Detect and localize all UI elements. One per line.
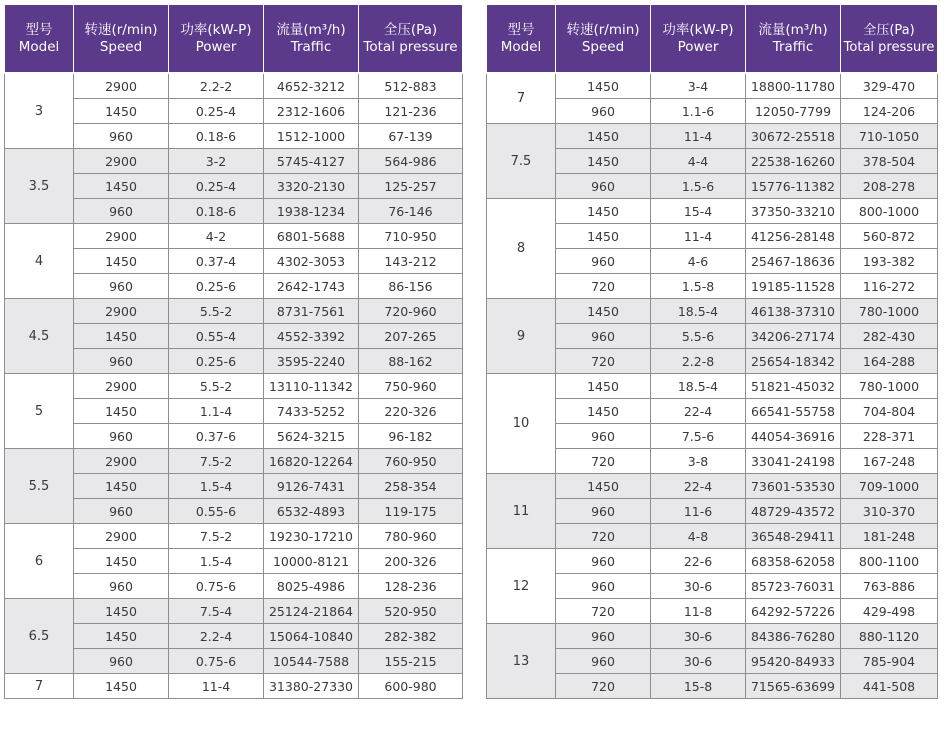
traffic-cell: 13110-11342	[264, 374, 359, 399]
power-cell: 2.2-2	[169, 73, 264, 99]
header-model	[5, 5, 74, 74]
traffic-cell: 6801-5688	[264, 224, 359, 249]
table-row	[5, 224, 463, 249]
power-cell: 0.75-6	[169, 649, 264, 674]
traffic-cell: 16820-12264	[264, 449, 359, 474]
speed-cell: 1450	[74, 324, 169, 349]
power-cell: 4-4	[651, 149, 746, 174]
pressure-cell: 181-248	[841, 524, 938, 549]
pressure-cell: 763-886	[841, 574, 938, 599]
power-cell: 0.75-6	[169, 574, 264, 599]
pressure-cell: 200-326	[359, 549, 463, 574]
traffic-cell: 5745-4127	[264, 149, 359, 174]
speed-cell: 1450	[556, 224, 651, 249]
header-power-en: Power	[677, 38, 719, 55]
power-cell: 18.5-4	[651, 374, 746, 399]
power-cell: 3-2	[169, 149, 264, 174]
header-model-en: Model	[500, 38, 542, 55]
power-cell: 30-6	[651, 624, 746, 649]
speed-cell: 960	[556, 424, 651, 449]
speed-cell: 1450	[556, 474, 651, 499]
speed-cell: 960	[74, 649, 169, 674]
model-cell: 7	[487, 73, 556, 124]
model-cell: 3	[5, 73, 74, 149]
pressure-cell: 155-215	[359, 649, 463, 674]
pressure-cell: 119-175	[359, 499, 463, 524]
traffic-cell: 41256-28148	[746, 224, 841, 249]
power-cell: 5.5-2	[169, 299, 264, 324]
table-row	[5, 374, 463, 399]
header-power-zh: 功率(kW-P)	[662, 21, 734, 38]
header-power-en: Power	[195, 38, 237, 55]
traffic-cell: 95420-84933	[746, 649, 841, 674]
speed-cell: 960	[556, 549, 651, 574]
pressure-cell: 750-960	[359, 374, 463, 399]
traffic-cell: 9126-7431	[264, 474, 359, 499]
power-cell: 1.1-4	[169, 399, 264, 424]
header-pressure-en: Total pressure	[843, 39, 935, 55]
table-body-left	[5, 73, 463, 699]
table-row	[5, 599, 463, 624]
model-cell: 8	[487, 199, 556, 299]
header-pressure-zh: 全压(Pa)	[863, 22, 915, 38]
pressure-cell: 193-382	[841, 249, 938, 274]
header-model-zh: 型号	[25, 21, 53, 38]
power-cell: 0.55-6	[169, 499, 264, 524]
pressure-cell: 512-883	[359, 73, 463, 99]
speed-cell: 1450	[74, 249, 169, 274]
pressure-cell: 780-960	[359, 524, 463, 549]
speed-cell: 2900	[74, 449, 169, 474]
power-cell: 22-4	[651, 399, 746, 424]
table-row	[5, 499, 463, 524]
header-traffic	[264, 5, 359, 74]
pressure-cell: 780-1000	[841, 299, 938, 324]
speed-cell: 1450	[74, 474, 169, 499]
traffic-cell: 19185-11528	[746, 274, 841, 299]
power-cell: 22-6	[651, 549, 746, 574]
power-cell: 3-8	[651, 449, 746, 474]
speed-cell: 720	[556, 599, 651, 624]
traffic-cell: 66541-55758	[746, 399, 841, 424]
traffic-cell: 3320-2130	[264, 174, 359, 199]
pressure-cell: 86-156	[359, 274, 463, 299]
pressure-cell: 429-498	[841, 599, 938, 624]
speed-cell: 1450	[556, 199, 651, 224]
power-cell: 11-4	[651, 124, 746, 149]
speed-cell: 2900	[74, 374, 169, 399]
traffic-cell: 25654-18342	[746, 349, 841, 374]
power-cell: 11-8	[651, 599, 746, 624]
model-cell: 7.5	[487, 124, 556, 199]
pressure-cell: 600-980	[359, 674, 463, 699]
speed-cell: 960	[74, 424, 169, 449]
table-row	[5, 149, 463, 174]
speed-cell: 2900	[74, 524, 169, 549]
power-cell: 7.5-2	[169, 449, 264, 474]
pressure-cell: 378-504	[841, 149, 938, 174]
model-cell: 6	[5, 524, 74, 599]
model-cell: 12	[487, 549, 556, 624]
power-cell: 5.5-2	[169, 374, 264, 399]
traffic-cell: 31380-27330	[264, 674, 359, 699]
power-cell: 1.5-8	[651, 274, 746, 299]
speed-cell: 1450	[556, 149, 651, 174]
speed-cell: 1450	[556, 374, 651, 399]
pressure-cell: 125-257	[359, 174, 463, 199]
traffic-cell: 8025-4986	[264, 574, 359, 599]
table-row	[5, 524, 463, 549]
traffic-cell: 22538-16260	[746, 149, 841, 174]
speed-cell: 720	[556, 274, 651, 299]
power-cell: 3-4	[651, 73, 746, 99]
power-cell: 1.5-6	[651, 174, 746, 199]
header-model-zh: 型号	[507, 21, 535, 38]
traffic-cell: 37350-33210	[746, 199, 841, 224]
header-row	[5, 5, 463, 74]
pressure-cell: 720-960	[359, 299, 463, 324]
power-cell: 1.5-4	[169, 549, 264, 574]
power-cell: 11-4	[651, 224, 746, 249]
pressure-cell: 76-146	[359, 199, 463, 224]
model-cell: 6.5	[5, 599, 74, 674]
traffic-cell: 34206-27174	[746, 324, 841, 349]
power-cell: 11-4	[169, 674, 264, 699]
speed-cell: 960	[74, 199, 169, 224]
speed-cell: 960	[556, 324, 651, 349]
speed-cell: 960	[556, 249, 651, 274]
speed-cell: 1450	[74, 549, 169, 574]
header-speed-zh: 转速(r/min)	[566, 21, 640, 38]
traffic-cell: 25124-21864	[264, 599, 359, 624]
pressure-cell: 124-206	[841, 99, 938, 124]
table-row	[5, 299, 463, 324]
traffic-cell: 19230-17210	[264, 524, 359, 549]
header-model	[487, 5, 556, 74]
pressure-cell: 710-1050	[841, 124, 938, 149]
table-row	[5, 574, 463, 599]
header-pressure-en: Total pressure	[363, 38, 458, 55]
traffic-cell: 15064-10840	[264, 624, 359, 649]
traffic-cell: 25467-18636	[746, 249, 841, 274]
model-cell: 5.5	[5, 449, 74, 524]
power-cell: 2.2-8	[651, 349, 746, 374]
power-cell: 0.25-6	[169, 349, 264, 374]
table-row	[5, 399, 463, 424]
model-cell: 4.5	[5, 299, 74, 374]
header-pressure	[841, 5, 938, 74]
traffic-cell: 10544-7588	[264, 649, 359, 674]
header-pressure	[359, 5, 463, 74]
pressure-cell: 116-272	[841, 274, 938, 299]
pressure-cell: 704-804	[841, 399, 938, 424]
header-row	[487, 5, 938, 74]
speed-cell: 1450	[74, 674, 169, 699]
header-pressure-zh: 全压(Pa)	[383, 21, 438, 38]
pressure-cell: 709-1000	[841, 474, 938, 499]
speed-cell: 1450	[74, 599, 169, 624]
speed-cell: 960	[556, 99, 651, 124]
speed-cell: 960	[556, 499, 651, 524]
model-cell: 3.5	[5, 149, 74, 224]
pressure-cell: 282-382	[359, 624, 463, 649]
table-row	[5, 474, 463, 499]
table-row	[5, 424, 463, 449]
traffic-cell: 73601-53530	[746, 474, 841, 499]
traffic-cell: 4302-3053	[264, 249, 359, 274]
header-speed-zh: 转速(r/min)	[84, 21, 158, 38]
table-row	[487, 474, 938, 499]
header-traffic-zh: 流量(m³/h)	[758, 21, 828, 38]
power-cell: 0.55-4	[169, 324, 264, 349]
table-row	[5, 349, 463, 374]
table-body-right	[487, 73, 938, 699]
traffic-cell: 15776-11382	[746, 174, 841, 199]
spec-table-right	[486, 4, 938, 699]
pressure-cell: 258-354	[359, 474, 463, 499]
speed-cell: 960	[556, 174, 651, 199]
pressure-cell: 441-508	[841, 674, 938, 699]
header-power	[169, 5, 264, 74]
speed-cell: 1450	[74, 624, 169, 649]
table-row	[5, 199, 463, 224]
pressure-cell: 228-371	[841, 424, 938, 449]
spec-table-left	[4, 4, 463, 699]
traffic-cell: 1512-1000	[264, 124, 359, 149]
power-cell: 2.2-4	[169, 624, 264, 649]
header-traffic-en: Traffic	[772, 38, 814, 55]
table-row	[5, 624, 463, 649]
pressure-cell: 785-904	[841, 649, 938, 674]
speed-cell: 960	[74, 124, 169, 149]
table-row	[5, 124, 463, 149]
pressure-cell: 167-248	[841, 449, 938, 474]
pressure-cell: 710-950	[359, 224, 463, 249]
model-cell: 5	[5, 374, 74, 449]
pressure-cell: 329-470	[841, 73, 938, 99]
header-traffic	[746, 5, 841, 74]
pressure-cell: 128-236	[359, 574, 463, 599]
header-power-zh: 功率(kW-P)	[180, 21, 252, 38]
power-cell: 0.37-6	[169, 424, 264, 449]
power-cell: 0.37-4	[169, 249, 264, 274]
speed-cell: 1450	[74, 99, 169, 124]
speed-cell: 960	[556, 574, 651, 599]
power-cell: 11-6	[651, 499, 746, 524]
traffic-cell: 51821-45032	[746, 374, 841, 399]
traffic-cell: 84386-76280	[746, 624, 841, 649]
speed-cell: 960	[556, 649, 651, 674]
traffic-cell: 71565-63699	[746, 674, 841, 699]
table-row	[5, 449, 463, 474]
pressure-cell: 164-288	[841, 349, 938, 374]
speed-cell: 720	[556, 449, 651, 474]
speed-cell: 2900	[74, 149, 169, 174]
speed-cell: 1450	[556, 73, 651, 99]
pressure-cell: 520-950	[359, 599, 463, 624]
table-row	[5, 324, 463, 349]
power-cell: 4-8	[651, 524, 746, 549]
pressure-cell: 310-370	[841, 499, 938, 524]
model-cell: 7	[5, 674, 74, 699]
traffic-cell: 12050-7799	[746, 99, 841, 124]
speed-cell: 1450	[74, 174, 169, 199]
model-cell: 4	[5, 224, 74, 299]
traffic-cell: 2312-1606	[264, 99, 359, 124]
table-row	[487, 199, 938, 224]
pressure-cell: 67-139	[359, 124, 463, 149]
speed-cell: 960	[74, 574, 169, 599]
pressure-cell: 560-872	[841, 224, 938, 249]
power-cell: 1.5-4	[169, 474, 264, 499]
traffic-cell: 4552-3392	[264, 324, 359, 349]
table-row	[487, 624, 938, 649]
traffic-cell: 36548-29411	[746, 524, 841, 549]
power-cell: 5.5-6	[651, 324, 746, 349]
traffic-cell: 18800-11780	[746, 73, 841, 99]
speed-cell: 1450	[556, 299, 651, 324]
power-cell: 7.5-2	[169, 524, 264, 549]
speed-cell: 720	[556, 674, 651, 699]
power-cell: 7.5-6	[651, 424, 746, 449]
traffic-cell: 64292-57226	[746, 599, 841, 624]
power-cell: 1.1-6	[651, 99, 746, 124]
header-traffic-en: Traffic	[290, 38, 332, 55]
speed-cell: 960	[74, 499, 169, 524]
pressure-cell: 143-212	[359, 249, 463, 274]
table-row	[5, 174, 463, 199]
power-cell: 15-4	[651, 199, 746, 224]
header-power	[651, 5, 746, 74]
table-row	[487, 299, 938, 324]
table-row	[5, 649, 463, 674]
pressure-cell: 282-430	[841, 324, 938, 349]
pressure-cell: 220-326	[359, 399, 463, 424]
traffic-cell: 46138-37310	[746, 299, 841, 324]
traffic-cell: 48729-43572	[746, 499, 841, 524]
speed-cell: 960	[556, 624, 651, 649]
traffic-cell: 8731-7561	[264, 299, 359, 324]
power-cell: 7.5-4	[169, 599, 264, 624]
speed-cell: 2900	[74, 299, 169, 324]
traffic-cell: 6532-4893	[264, 499, 359, 524]
pressure-cell: 207-265	[359, 324, 463, 349]
header-speed	[556, 5, 651, 74]
speed-cell: 1450	[74, 399, 169, 424]
traffic-cell: 33041-24198	[746, 449, 841, 474]
table-row	[5, 549, 463, 574]
speed-cell: 1450	[556, 124, 651, 149]
speed-cell: 960	[74, 274, 169, 299]
power-cell: 18.5-4	[651, 299, 746, 324]
model-cell: 10	[487, 374, 556, 474]
pressure-cell: 760-950	[359, 449, 463, 474]
pressure-cell: 564-986	[359, 149, 463, 174]
pressure-cell: 121-236	[359, 99, 463, 124]
traffic-cell: 10000-8121	[264, 549, 359, 574]
pressure-cell: 96-182	[359, 424, 463, 449]
speed-cell: 2900	[74, 224, 169, 249]
power-cell: 30-6	[651, 649, 746, 674]
speed-cell: 960	[74, 349, 169, 374]
table-row	[487, 374, 938, 399]
power-cell: 0.18-6	[169, 124, 264, 149]
model-cell: 9	[487, 299, 556, 374]
table-row	[5, 249, 463, 274]
power-cell: 0.25-4	[169, 174, 264, 199]
pressure-cell: 780-1000	[841, 374, 938, 399]
power-cell: 22-4	[651, 474, 746, 499]
speed-cell: 1450	[556, 399, 651, 424]
traffic-cell: 2642-1743	[264, 274, 359, 299]
traffic-cell: 85723-76031	[746, 574, 841, 599]
table-row	[487, 549, 938, 574]
table-row	[5, 674, 463, 699]
table-row	[5, 274, 463, 299]
traffic-cell: 4652-3212	[264, 73, 359, 99]
traffic-cell: 68358-62058	[746, 549, 841, 574]
traffic-cell: 1938-1234	[264, 199, 359, 224]
power-cell: 15-8	[651, 674, 746, 699]
traffic-cell: 3595-2240	[264, 349, 359, 374]
table-row	[487, 73, 938, 99]
traffic-cell: 5624-3215	[264, 424, 359, 449]
pressure-cell: 800-1000	[841, 199, 938, 224]
header-speed-en: Speed	[581, 38, 625, 55]
traffic-cell: 7433-5252	[264, 399, 359, 424]
model-cell: 11	[487, 474, 556, 549]
speed-cell: 720	[556, 349, 651, 374]
speed-cell: 720	[556, 524, 651, 549]
power-cell: 4-6	[651, 249, 746, 274]
model-cell: 13	[487, 624, 556, 699]
speed-cell: 2900	[74, 73, 169, 99]
power-cell: 0.18-6	[169, 199, 264, 224]
table-row	[5, 99, 463, 124]
pressure-cell: 800-1100	[841, 549, 938, 574]
pressure-cell: 208-278	[841, 174, 938, 199]
table-row	[5, 73, 463, 99]
power-cell: 0.25-6	[169, 274, 264, 299]
traffic-cell: 44054-36916	[746, 424, 841, 449]
header-model-en: Model	[18, 38, 60, 55]
traffic-cell: 30672-25518	[746, 124, 841, 149]
power-cell: 0.25-4	[169, 99, 264, 124]
power-cell: 4-2	[169, 224, 264, 249]
header-speed	[74, 5, 169, 74]
header-speed-en: Speed	[99, 38, 143, 55]
pressure-cell: 88-162	[359, 349, 463, 374]
table-row	[487, 124, 938, 149]
power-cell: 30-6	[651, 574, 746, 599]
header-traffic-zh: 流量(m³/h)	[276, 21, 346, 38]
pressure-cell: 880-1120	[841, 624, 938, 649]
